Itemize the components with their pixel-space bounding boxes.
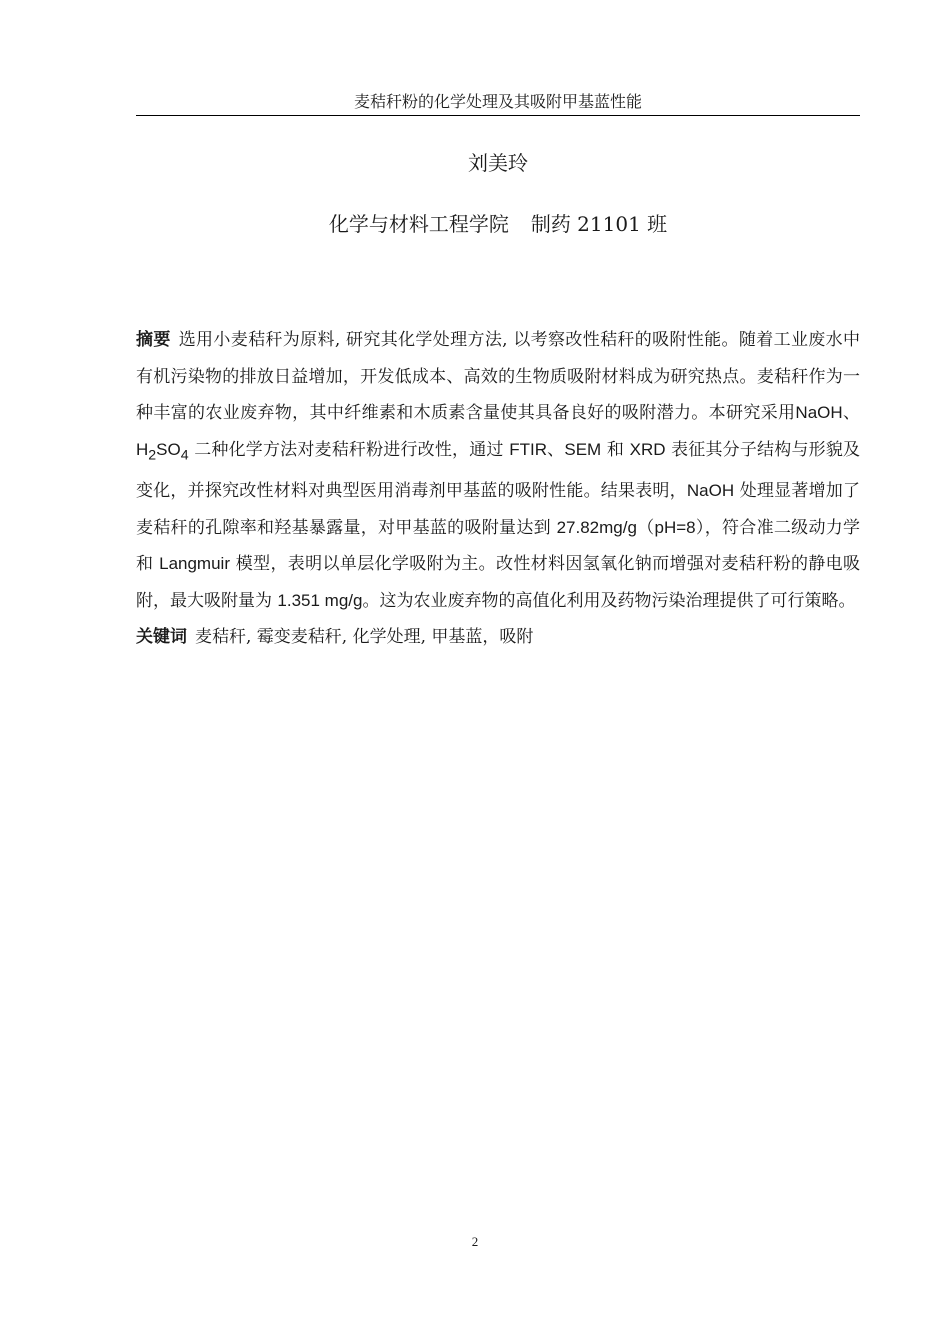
abstract-text: 、 [842, 403, 861, 423]
abstract-term: SEM [564, 439, 602, 459]
running-title: 麦秸秆粉的化学处理及其吸附甲基蓝性能 [353, 92, 642, 111]
abstract-term: SO [156, 439, 181, 459]
subscript: 2 [148, 446, 157, 463]
class-name: 制药 21101 班 [530, 212, 668, 236]
abstract-section [136, 322, 860, 656]
keywords-text: 麦秸秆, 霉变麦秸秆, 化学处理, 甲基蓝，吸附 [195, 627, 534, 648]
abstract-text: 选用小麦秸秆为原料, 研究其化学处理方法, 以考察改性秸秆的吸附性能。随着工业废水中有机污染物的排放日益增加，开发低成本、高效的生物质吸附材料成为研究热点。麦秸秆作为一种丰富的农业废弃物，其中纤维素和木质素含量使其具备良好的吸附潜力。本研究采用 [136, 330, 860, 423]
school-name: 化学与材料工程学院 [328, 212, 509, 236]
abstract-text: 。这为农业废弃物的高值化利用及药物污染治理提供了可行策略。 [362, 590, 856, 611]
author-affiliation [136, 211, 860, 237]
abstract-text: （ [636, 517, 655, 538]
abstract-paragraph [136, 322, 860, 619]
abstract-text: 表征其分子结构与形貌及变化，并探究改性材料对典型医用消毒剂甲基蓝的吸附性能。结果表明， [136, 439, 861, 502]
author-name: 刘美玲 [468, 151, 528, 175]
abstract-text: 二种化学方法对麦秸秆粉进行改性，通过 [188, 439, 510, 460]
abstract-text: ），符合准二级动力学和 [136, 517, 861, 575]
keywords-label: 关键词 [136, 627, 187, 648]
abstract-term: NaOH [686, 481, 735, 501]
abstract-value: pH=8 [654, 517, 696, 537]
running-header [136, 92, 860, 116]
abstract-label: 摘要 [136, 330, 171, 350]
abstract-text: 模型，表明以单层化学吸附为主。改性材料因氢氧化钠而增强对麦秸秆粉的静电吸附，最大吸附量为 [136, 554, 860, 611]
abstract-text: 处理显著增加了麦秸秆的孔隙率和羟基暴露量，对甲基蓝的吸附量达到 [136, 481, 860, 538]
abstract-term: NaOH [795, 403, 843, 422]
page-number: 2 [471, 1234, 479, 1249]
abstract-term: Langmuir [159, 554, 230, 574]
abstract-term: FTIR [509, 439, 547, 459]
abstract-value: 1.351 mg/g [277, 590, 363, 610]
abstract-text: 和 [601, 439, 630, 460]
abstract-text: 、 [546, 439, 565, 460]
abstract-term: H [136, 439, 149, 459]
abstract-value: 27.82mg/g [556, 517, 637, 537]
subscript: 4 [180, 446, 189, 463]
abstract-term: XRD [629, 439, 666, 459]
keywords-paragraph [136, 619, 860, 656]
